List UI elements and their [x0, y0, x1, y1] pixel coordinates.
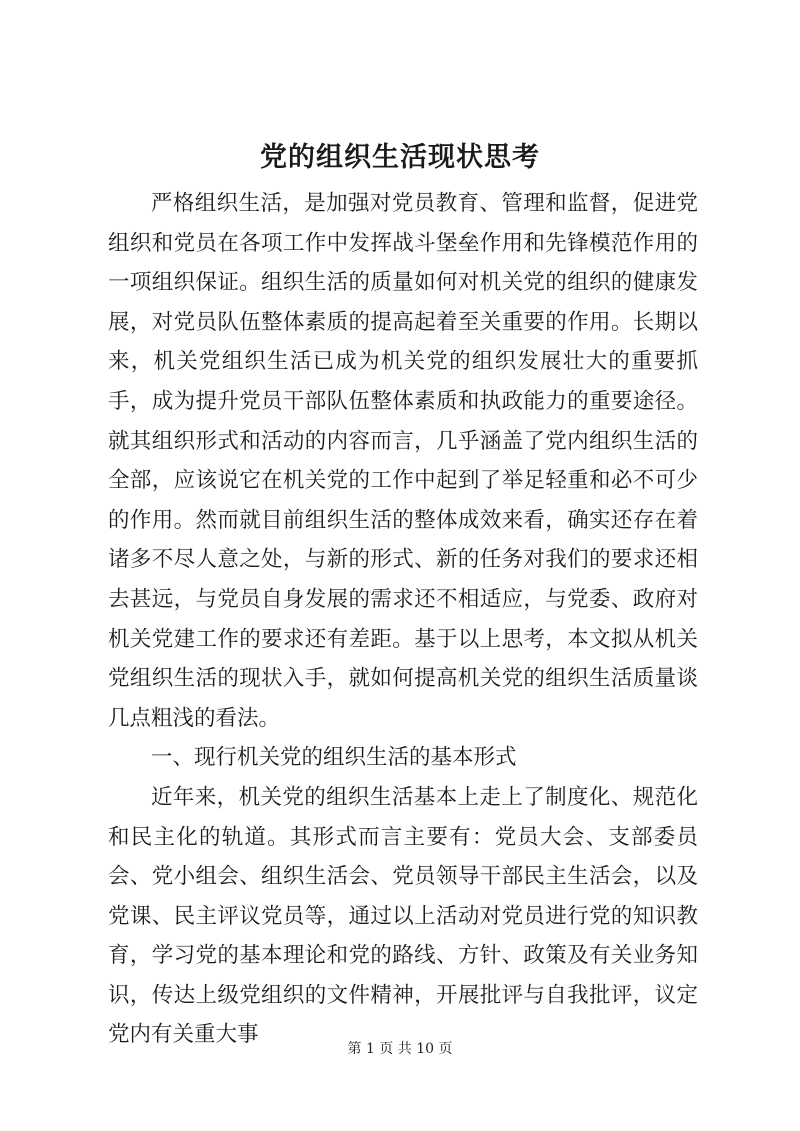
- document-body: [108, 184, 698, 1055]
- section-heading: 一、现行机关党的组织生活的基本形式: [151, 745, 517, 771]
- section-paragraph: 近年来，机关党的组织生活基本上走上了制度化、规范化和民主化的轨道。其形式而言主要有：党员大会、支部委员会、党小组会、组织生活会、党员领导干部民主生活会，以及党课、民主评议党员等，通过以上活动对党员进行党的知识教育，学习党的基本理论和党的路线、方针、政策及有关业务知识，传达上级党组织的文件精神，开展批评与自我批评，议定党内有关重大事: [108, 784, 698, 1048]
- intro-paragraph: 严格组织生活，是加强对党员教育、管理和监督，促进党组织和党员在各项工作中发挥战斗堡垒作用和先锋模范作用的一项组织保证。组织生活的质量如何对机关党的组织的健康发展，对党员队伍整体素质的提高起着至关重要的作用。长期以来，机关党组织生活已成为机关党的组织发展壮大的重要抓手，成为提升党员干部队伍整体素质和执政能力的重要途径。就其组织形式和活动的内容而言，几乎涵盖了党内组织生活的全部，应该说它在机关党的工作中起到了举足轻重和必不可少的作用。然而就目前组织生活的整体成效来看，确实还存在着诸多不尽人意之处，与新的形式、新的任务对我们的要求还相去甚远，与党员自身发展的需求还不相适应，与党委、政府对机关党建工作的要求还有差距。基于以上思考，本文拟从机关党组织生活的现状入手，就如何提高机关党的组织生活质量谈几点粗浅的看法。: [108, 191, 698, 731]
- page-footer: 第 1 页 共 10 页: [347, 1041, 453, 1057]
- document-title: 党的组织生活现状思考: [260, 142, 540, 173]
